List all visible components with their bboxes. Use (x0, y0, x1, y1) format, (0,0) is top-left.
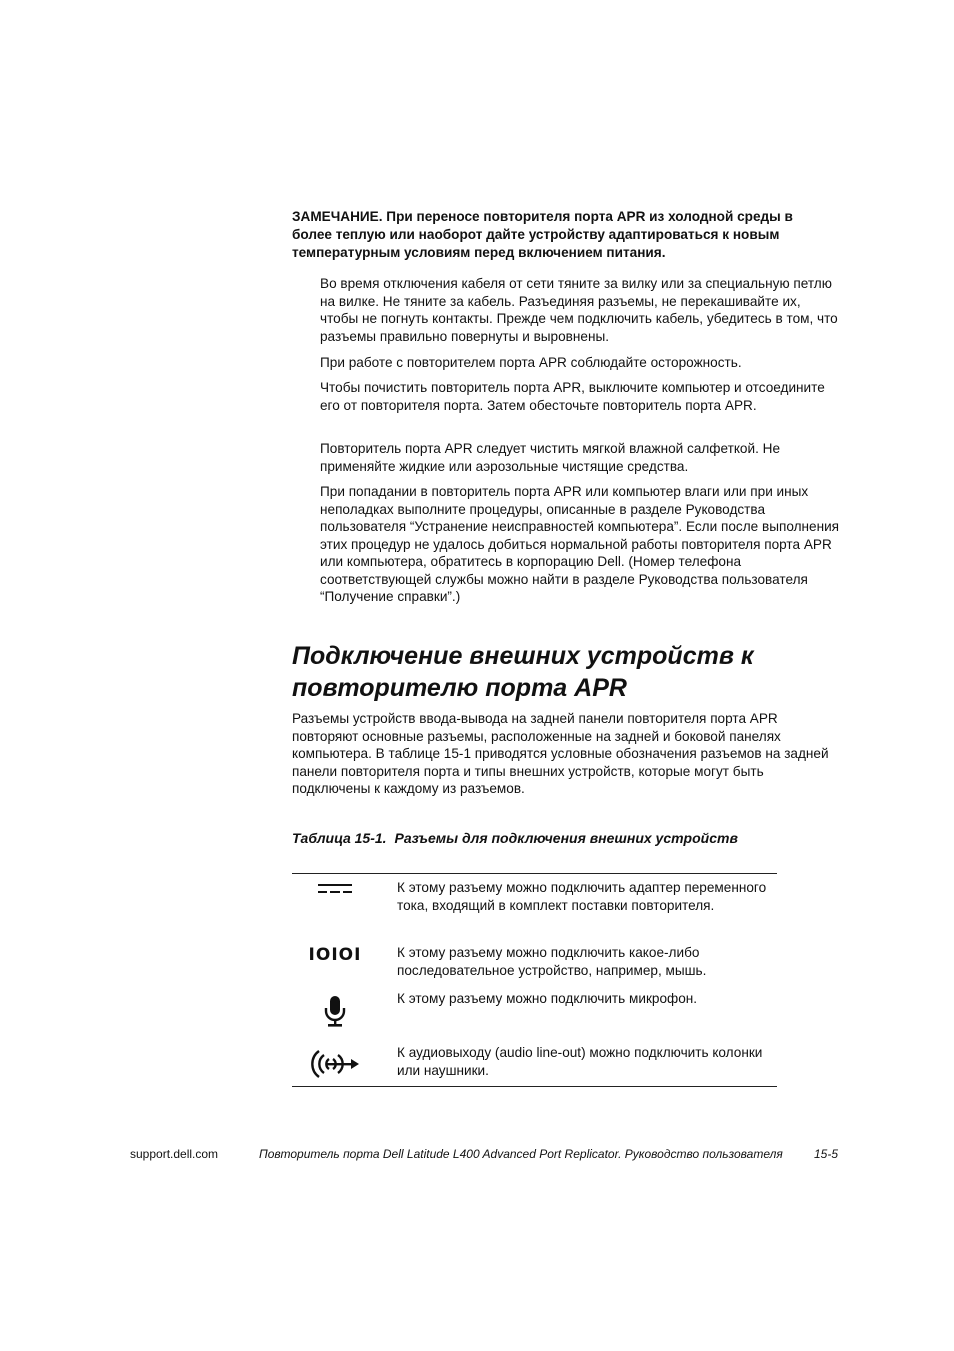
section-heading (292, 640, 812, 704)
paragraph-care: При работе с повторителем порта APR соблюдайте осторожность. (320, 355, 742, 370)
paragraph-troubleshooting: При попадании в повторитель порта APR или компьютер влаги или при иных неполадках выполните процедуры, описанные в разделе Руководства пользователя “Устранение неисправностей компьютера”. Если после выполнения этих процедур не удалось добиться нормальной работы повторителя порта APR или компьютера, обратитесь в корпорацию Dell. (Номер телефона соответствующей службы можно найти в разделе Руководства пользователя “Получение справки”.) (320, 484, 840, 604)
table-row-mic-description: К этому разъему можно подключить микрофон. (397, 991, 698, 1006)
table-caption-text: Разъемы для подключения внешних устройств (394, 830, 738, 846)
dc-power-icon (304, 881, 366, 901)
table-top-rule (292, 873, 777, 874)
table-caption-label: Таблица 15-1. (292, 830, 387, 846)
section-intro: Разъемы устройств ввода-вывода на задней панели повторителя порта APR повторяют основные разъемы, расположенные на задней и боковой панелях компьютера. В таблице 15-1 приводятся условные обозначения разъемов на задней панели повторителя порта и типы внешних устройств, которые могут быть подключены к каждому из разъемов. (292, 711, 829, 796)
footer-title: Повторитель порта Dell Latitude L400 Advanced Port Replicator. Руководство пользователя (259, 1147, 783, 1161)
paragraph-cable: Во время отключения кабеля от сети тяните за вилку или за специальную петлю на вилке. Не тяните за кабель. Разъединяя разъемы, не перекашивайте их, чтобы не погнуть контакты. Прежде чем подключить кабель, убедитесь в том, что разъемы правильно повернуты и выровнены. (320, 276, 838, 344)
table-bottom-rule (292, 1086, 777, 1087)
table-caption (292, 829, 832, 847)
section-heading-line1: Подключение внешних устройств к (292, 642, 754, 670)
footer-page-number: 15-5 (814, 1147, 839, 1161)
table-row-audio-description: К аудиовыходу (audio line-out) можно подключить колонки или наушники. (397, 1045, 763, 1078)
microphone-icon (304, 995, 366, 1029)
table-row-serial-description: К этому разъему можно подключить какое-либо последовательное устройство, например, мышь. (397, 945, 707, 978)
serial-port-glyph: IOIOI (308, 945, 362, 965)
paragraph-cleaning-method: Повторитель порта APR следует чистить мягкой влажной салфеткой. Не применяйте жидкие или аэрозольные чистящие средства. (320, 441, 781, 474)
paragraph-cleaning-power: Чтобы почистить повторитель порта APR, выключите компьютер и отсоедините его от повторителя порта. Затем обесточьте повторитель порта APR. (320, 380, 825, 413)
footer-site: support.dell.com (130, 1147, 219, 1161)
notice: ЗАМЕЧАНИЕ. При переносе повторителя порта APR из холодной среды в более теплую или наоборот дайте устройству адаптироваться к новым температурным условиям перед включением питания. (292, 209, 793, 260)
serial-port-icon (304, 945, 366, 965)
table-row-dc-description: К этому разъему можно подключить адаптер переменного тока, входящий в комплект поставки повторителя. (397, 880, 767, 913)
section-heading-line2: повторителю порта APR (292, 674, 627, 702)
audio-line-out-icon (304, 1047, 366, 1081)
